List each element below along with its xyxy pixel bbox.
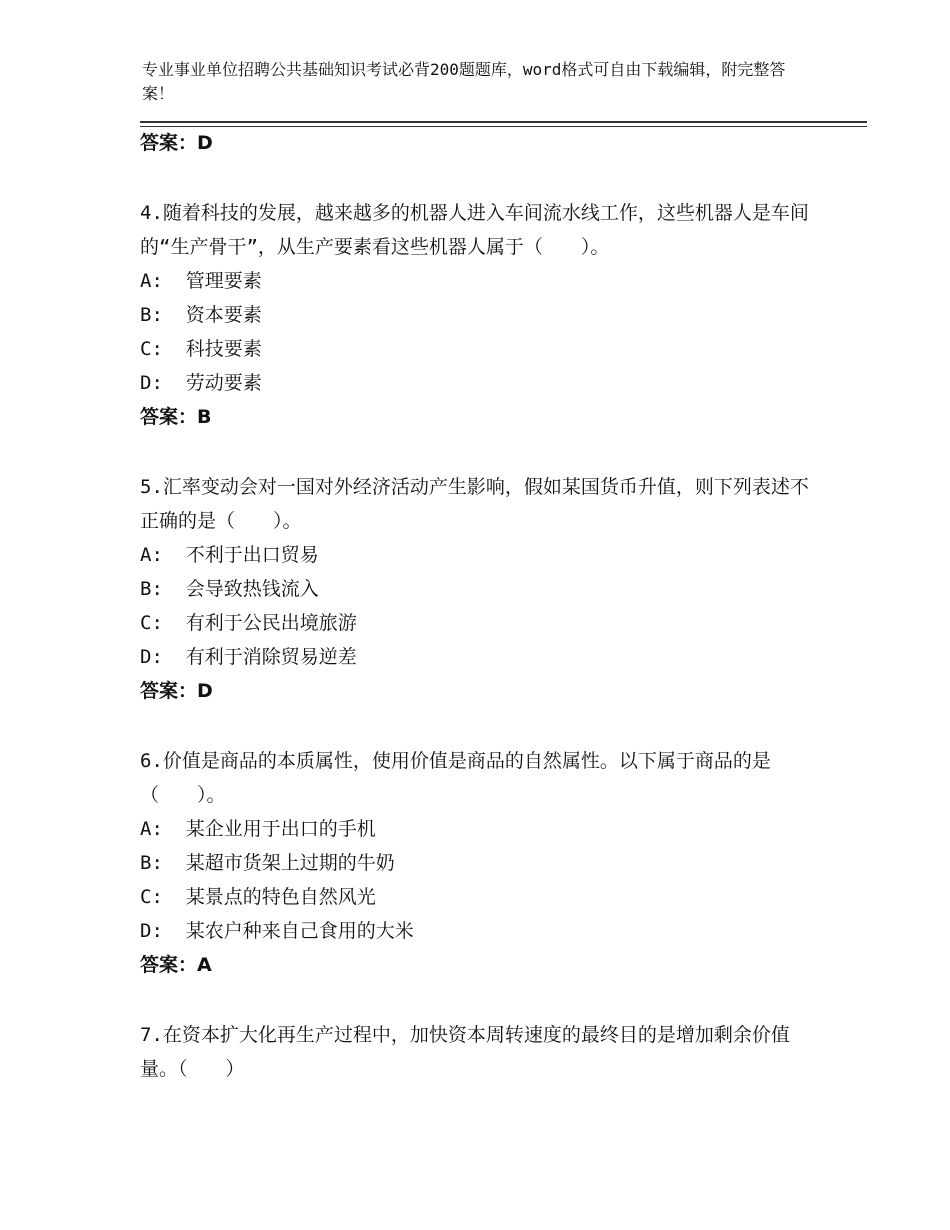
option-b: B: 某超市货架上过期的牛奶 bbox=[140, 852, 395, 874]
question-7 bbox=[140, 1018, 820, 1086]
document-body bbox=[140, 126, 820, 1086]
answer-line: 答案：A bbox=[140, 954, 212, 976]
option-d: D: 劳动要素 bbox=[140, 372, 262, 394]
question-4 bbox=[140, 196, 820, 434]
option-c: C: 科技要素 bbox=[140, 338, 262, 360]
question-text: 5.汇率变动会对一国对外经济活动产生影响，假如某国货币升值，则下列表述不正确的是（ ）。 bbox=[140, 476, 809, 532]
option-d: D: 有利于消除贸易逆差 bbox=[140, 646, 357, 668]
answer-line: 答案：D bbox=[140, 680, 213, 702]
question-text: 6.价值是商品的本质属性，使用价值是商品的自然属性。以下属于商品的是（ ）。 bbox=[140, 750, 771, 806]
option-c: C: 有利于公民出境旅游 bbox=[140, 612, 357, 634]
option-c: C: 某景点的特色自然风光 bbox=[140, 886, 376, 908]
question-text: 4.随着科技的发展，越来越多的机器人进入车间流水线工作，这些机器人是车间的“生产骨干”，从生产要素看这些机器人属于（ ）。 bbox=[140, 202, 809, 258]
option-a: A: 不利于出口贸易 bbox=[140, 544, 319, 566]
option-b: B: 会导致热钱流入 bbox=[140, 578, 319, 600]
option-a: A: 某企业用于出口的手机 bbox=[140, 818, 376, 840]
option-d: D: 某农户种来自己食用的大米 bbox=[140, 920, 414, 942]
answer-line: 答案：B bbox=[140, 406, 212, 428]
answer-line: 答案：D bbox=[140, 132, 213, 154]
document-header: 专业事业单位招聘公共基础知识考试必背200题题库，word格式可自由下载编辑，附完整答案！ bbox=[142, 60, 786, 103]
question-6 bbox=[140, 744, 820, 982]
question-5 bbox=[140, 470, 820, 708]
question-text: 7.在资本扩大化再生产过程中，加快资本周转速度的最终目的是增加剩余价值量。（ ） bbox=[140, 1024, 790, 1080]
option-a: A: 管理要素 bbox=[140, 270, 262, 292]
option-b: B: 资本要素 bbox=[140, 304, 262, 326]
